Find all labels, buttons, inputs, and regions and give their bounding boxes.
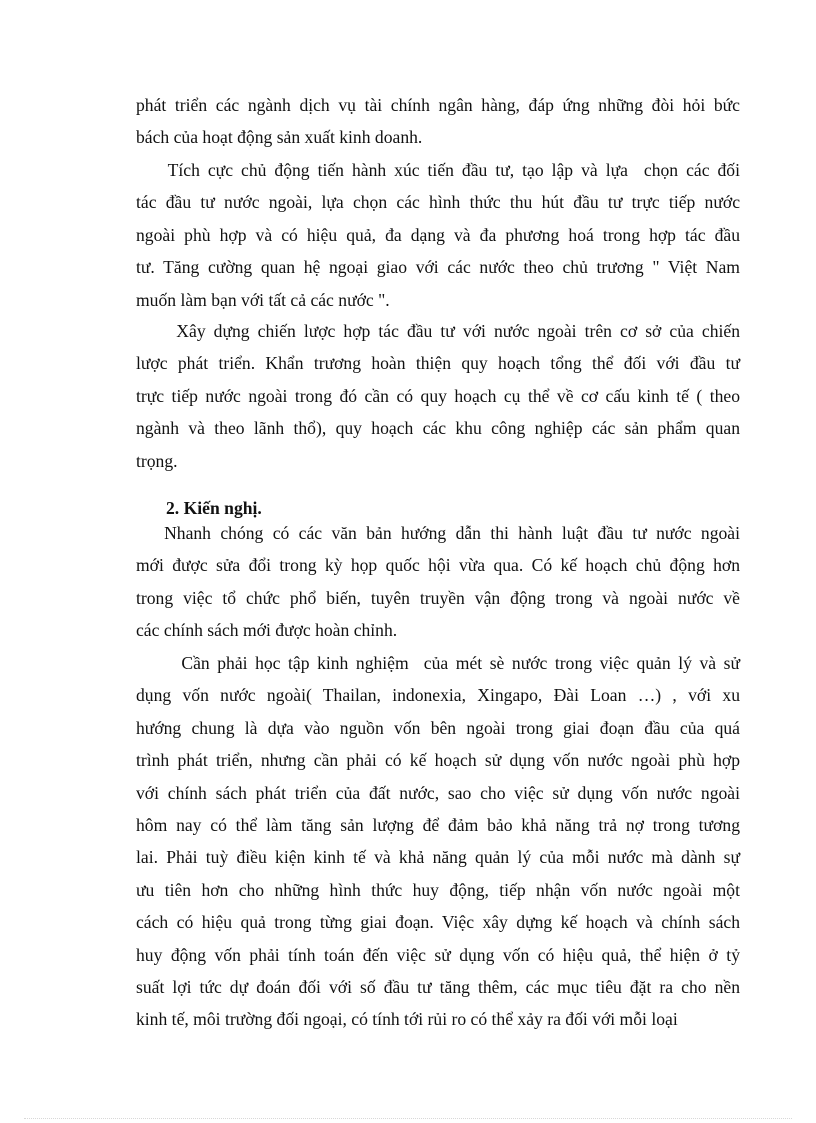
paragraph-learning-experience xyxy=(136,647,740,1036)
text-line: huy động vốn phải tính toán đến việc sử dụng vốn có hiệu quả, thể hiện ở tỷ xyxy=(136,944,740,965)
text-line: suất lợi tức dự đoán đối với số đầu tư tăng thêm, các mục tiêu đặt ra cho nền xyxy=(136,976,740,997)
text-line: mới được sửa đổi trong kỳ họp quốc hội vừa qua. Có kế hoạch chủ động hơn xyxy=(136,555,740,576)
section-heading: 2. Kiến nghị. xyxy=(166,498,262,518)
text-line: trình phát triển, nhưng cần phải có kế hoạch sử dụng vốn nước ngoài phù hợp xyxy=(136,750,740,771)
text-line: ngành và theo lãnh thổ), quy hoạch các khu công nghiệp các sản phẩm quan xyxy=(136,418,740,439)
text-line: tư. Tăng cường quan hệ ngoại giao với các nước theo chủ trương " Việt Nam xyxy=(136,257,740,278)
text-line: lai. Phải tuỳ điều kiện kinh tế và khả năng quản lý của mỗi nước mà dành sự xyxy=(136,847,740,868)
text-line: Nhanh chóng có các văn bản hướng dẫn thi hành luật đầu tư nước ngoài xyxy=(136,523,740,543)
text-line: hôm nay có thể làm tăng sản lượng để đảm bảo khả năng trả nợ trong tương xyxy=(136,814,740,835)
text-line: trực tiếp nước ngoài trong đó cần có quy hoạch cụ thể về cơ cấu kinh tế ( theo xyxy=(136,385,740,406)
text-line: bách của hoạt động sản xuất kinh doanh. xyxy=(136,127,423,148)
paragraph-investment-promotion xyxy=(136,154,740,316)
text-line: ngoài phù hợp và có hiệu quả, đa dạng và đa phương hoá trong hợp tác đầu xyxy=(136,224,740,245)
paragraph-guidance-documents xyxy=(136,517,740,647)
text-line: hướng chung là dựa vào nguồn vốn bên ngoài trong giai đoạn đầu của quá xyxy=(136,717,740,738)
text-line: dụng vốn nước ngoài( Thailan, indonexia, Xingapo, Đài Loan …) , với xu xyxy=(136,685,740,706)
text-line: muốn làm bạn với tất cả các nước ". xyxy=(136,289,390,310)
text-line: Cần phải học tập kinh nghiệm của mét sè nước trong việc quản lý và sử xyxy=(136,653,740,673)
text-line: Xây dựng chiến lược hợp tác đầu tư với nước ngoài trên cơ sở của chiến xyxy=(136,321,740,341)
text-line: kinh tế, môi trường đối ngoại, có tính tới rủi ro có thể xảy ra đối với mỗi loại xyxy=(136,1009,678,1030)
text-line: phát triển các ngành dịch vụ tài chính ngân hàng, đáp ứng những đòi hỏi bức xyxy=(136,95,740,115)
text-line: ưu tiên hơn cho những hình thức huy động, tiếp nhận vốn nước ngoài một xyxy=(136,879,740,900)
text-line: Tích cực chủ động tiến hành xúc tiến đầu tư, tạo lập và lựa chọn các đối xyxy=(136,160,740,180)
text-line: các chính sách mới được hoàn chỉnh. xyxy=(136,620,398,641)
text-line: cách có hiệu quả trong từng giai đoạn. Việc xây dựng kế hoạch và chính sách xyxy=(136,912,740,933)
text-line: tác đầu tư nước ngoài, lựa chọn các hình thức thu hút đầu tư trực tiếp nước xyxy=(136,192,740,213)
text-line: lược phát triển. Khẩn trương hoàn thiện quy hoạch tổng thể đối với đầu tư xyxy=(136,353,740,374)
page-footer-divider xyxy=(24,1118,792,1119)
text-line: với chính sách phát triển của đất nước, sao cho việc sử dụng vốn nước ngoài xyxy=(136,782,740,803)
text-line: trong việc tổ chức phổ biến, tuyên truyền vận động trong và ngoài nước về xyxy=(136,587,740,608)
paragraph-financial-services xyxy=(136,89,740,154)
paragraph-strategy xyxy=(136,315,740,477)
text-line: trọng. xyxy=(136,450,178,471)
